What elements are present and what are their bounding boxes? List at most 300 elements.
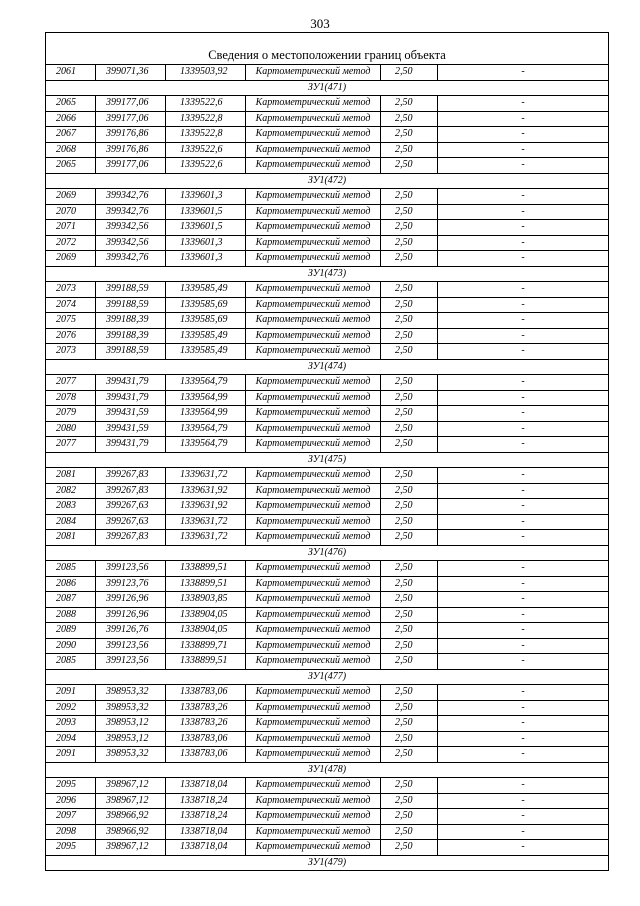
table-row [46,809,609,825]
precision-cell: 2,50 [381,297,438,313]
point-number-cell: 2061 [46,65,96,81]
method-cell: Картометрический метод [246,189,381,205]
y-coordinate-cell: 1339564,79 [166,375,246,391]
table-row [46,623,609,639]
y-coordinate-cell: 1339631,92 [166,499,246,515]
point-number-cell: 2068 [46,142,96,158]
point-number-cell: 2079 [46,406,96,422]
point-number-cell: 2094 [46,731,96,747]
y-coordinate-cell: 1339522,6 [166,142,246,158]
point-number-cell: 2080 [46,421,96,437]
description-cell: - [438,685,609,701]
table-row [46,840,609,856]
description-cell: - [438,142,609,158]
section-label: ЗУ1(473) [46,266,609,282]
description-cell: - [438,530,609,546]
section-header-row [46,669,609,685]
table-row [46,685,609,701]
method-cell: Картометрический метод [246,96,381,112]
x-coordinate-cell: 398953,12 [96,731,166,747]
precision-cell: 2,50 [381,561,438,577]
section-label: ЗУ1(476) [46,545,609,561]
y-coordinate-cell: 1339585,69 [166,297,246,313]
section-label: ЗУ1(475) [46,452,609,468]
point-number-cell: 2090 [46,638,96,654]
point-number-cell: 2069 [46,189,96,205]
precision-cell: 2,50 [381,189,438,205]
table-row [46,142,609,158]
description-cell: - [438,235,609,251]
y-coordinate-cell: 1339585,49 [166,328,246,344]
table-row [46,437,609,453]
y-coordinate-cell: 1339601,5 [166,220,246,236]
precision-cell: 2,50 [381,406,438,422]
precision-cell: 2,50 [381,235,438,251]
x-coordinate-cell: 399123,56 [96,654,166,670]
description-cell: - [438,561,609,577]
description-cell: - [438,251,609,267]
section-label: ЗУ1(477) [46,669,609,685]
precision-cell: 2,50 [381,530,438,546]
method-cell: Картометрический метод [246,313,381,329]
point-number-cell: 2086 [46,576,96,592]
x-coordinate-cell: 399123,56 [96,638,166,654]
description-cell: - [438,514,609,530]
x-coordinate-cell: 399267,83 [96,530,166,546]
precision-cell: 2,50 [381,809,438,825]
table-row [46,638,609,654]
method-cell: Картометрический метод [246,406,381,422]
section-header-row [46,266,609,282]
point-number-cell: 2096 [46,793,96,809]
x-coordinate-cell: 399342,76 [96,204,166,220]
description-cell: - [438,654,609,670]
precision-cell: 2,50 [381,747,438,763]
x-coordinate-cell: 398966,92 [96,824,166,840]
point-number-cell: 2085 [46,561,96,577]
x-coordinate-cell: 399177,06 [96,111,166,127]
x-coordinate-cell: 399126,96 [96,592,166,608]
section-label: ЗУ1(472) [46,173,609,189]
method-cell: Картометрический метод [246,514,381,530]
section-header-row [46,855,609,871]
method-cell: Картометрический метод [246,638,381,654]
precision-cell: 2,50 [381,127,438,143]
method-cell: Картометрический метод [246,499,381,515]
method-cell: Картометрический метод [246,607,381,623]
method-cell: Картометрический метод [246,716,381,732]
x-coordinate-cell: 399431,79 [96,437,166,453]
y-coordinate-cell: 1339585,69 [166,313,246,329]
precision-cell: 2,50 [381,654,438,670]
y-coordinate-cell: 1338718,24 [166,793,246,809]
point-number-cell: 2076 [46,328,96,344]
y-coordinate-cell: 1338904,05 [166,607,246,623]
point-number-cell: 2072 [46,235,96,251]
y-coordinate-cell: 1339503,92 [166,65,246,81]
method-cell: Картометрический метод [246,204,381,220]
precision-cell: 2,50 [381,483,438,499]
precision-cell: 2,50 [381,468,438,484]
description-cell: - [438,437,609,453]
section-header-row [46,545,609,561]
method-cell: Картометрический метод [246,809,381,825]
point-number-cell: 2097 [46,809,96,825]
precision-cell: 2,50 [381,111,438,127]
table-row [46,514,609,530]
point-number-cell: 2077 [46,437,96,453]
section-label: ЗУ1(474) [46,359,609,375]
description-cell: - [438,375,609,391]
description-cell: - [438,297,609,313]
method-cell: Картометрический метод [246,220,381,236]
precision-cell: 2,50 [381,592,438,608]
table-row [46,235,609,251]
point-number-cell: 2082 [46,483,96,499]
precision-cell: 2,50 [381,793,438,809]
y-coordinate-cell: 1339522,6 [166,96,246,112]
x-coordinate-cell: 399267,63 [96,514,166,530]
y-coordinate-cell: 1339601,3 [166,189,246,205]
table-row [46,328,609,344]
description-cell: - [438,793,609,809]
y-coordinate-cell: 1339522,8 [166,127,246,143]
y-coordinate-cell: 1339564,79 [166,437,246,453]
y-coordinate-cell: 1339631,92 [166,483,246,499]
method-cell: Картометрический метод [246,623,381,639]
y-coordinate-cell: 1338718,04 [166,840,246,856]
y-coordinate-cell: 1338899,51 [166,654,246,670]
x-coordinate-cell: 399123,76 [96,576,166,592]
method-cell: Картометрический метод [246,685,381,701]
y-coordinate-cell: 1338899,51 [166,561,246,577]
table-row [46,375,609,391]
point-number-cell: 2070 [46,204,96,220]
method-cell: Картометрический метод [246,747,381,763]
precision-cell: 2,50 [381,142,438,158]
table-row [46,313,609,329]
method-cell: Картометрический метод [246,840,381,856]
point-number-cell: 2073 [46,282,96,298]
y-coordinate-cell: 1339522,8 [166,111,246,127]
point-number-cell: 2069 [46,251,96,267]
precision-cell: 2,50 [381,251,438,267]
x-coordinate-cell: 399342,56 [96,220,166,236]
method-cell: Картометрический метод [246,251,381,267]
table-row [46,700,609,716]
description-cell: - [438,840,609,856]
section-label: ЗУ1(471) [46,80,609,96]
y-coordinate-cell: 1338783,06 [166,685,246,701]
point-number-cell: 2075 [46,313,96,329]
description-cell: - [438,189,609,205]
description-cell: - [438,716,609,732]
x-coordinate-cell: 399188,59 [96,282,166,298]
y-coordinate-cell: 1338718,24 [166,809,246,825]
precision-cell: 2,50 [381,375,438,391]
precision-cell: 2,50 [381,638,438,654]
table-row [46,747,609,763]
table-row [46,65,609,81]
point-number-cell: 2074 [46,297,96,313]
table-row [46,251,609,267]
y-coordinate-cell: 1339631,72 [166,468,246,484]
precision-cell: 2,50 [381,576,438,592]
description-cell: - [438,328,609,344]
point-number-cell: 2067 [46,127,96,143]
method-cell: Картометрический метод [246,142,381,158]
table-row [46,607,609,623]
section-header-row [46,173,609,189]
method-cell: Картометрический метод [246,390,381,406]
description-cell: - [438,824,609,840]
section-header-row [46,452,609,468]
precision-cell: 2,50 [381,716,438,732]
table-row [46,654,609,670]
table-row [46,592,609,608]
method-cell: Картометрический метод [246,561,381,577]
x-coordinate-cell: 399267,63 [96,499,166,515]
method-cell: Картометрический метод [246,654,381,670]
method-cell: Картометрический метод [246,576,381,592]
point-number-cell: 2098 [46,824,96,840]
table-row [46,96,609,112]
method-cell: Картометрический метод [246,483,381,499]
method-cell: Картометрический метод [246,824,381,840]
precision-cell: 2,50 [381,731,438,747]
method-cell: Картометрический метод [246,111,381,127]
y-coordinate-cell: 1338783,26 [166,700,246,716]
description-cell: - [438,111,609,127]
table-row [46,778,609,794]
description-cell: - [438,731,609,747]
x-coordinate-cell: 399188,39 [96,328,166,344]
table-row [46,390,609,406]
point-number-cell: 2066 [46,111,96,127]
precision-cell: 2,50 [381,220,438,236]
x-coordinate-cell: 399188,59 [96,297,166,313]
point-number-cell: 2093 [46,716,96,732]
y-coordinate-cell: 1338783,06 [166,731,246,747]
x-coordinate-cell: 398966,92 [96,809,166,825]
description-cell: - [438,778,609,794]
table-row [46,111,609,127]
y-coordinate-cell: 1338899,71 [166,638,246,654]
section-label: ЗУ1(478) [46,762,609,778]
description-cell: - [438,96,609,112]
x-coordinate-cell: 398967,12 [96,840,166,856]
y-coordinate-cell: 1338783,26 [166,716,246,732]
y-coordinate-cell: 1339564,99 [166,390,246,406]
section-header-row [46,762,609,778]
x-coordinate-cell: 399177,06 [96,158,166,174]
precision-cell: 2,50 [381,328,438,344]
method-cell: Картометрический метод [246,235,381,251]
precision-cell: 2,50 [381,421,438,437]
method-cell: Картометрический метод [246,65,381,81]
description-cell: - [438,158,609,174]
precision-cell: 2,50 [381,499,438,515]
page-number: 303 [310,16,330,31]
method-cell: Картометрический метод [246,127,381,143]
y-coordinate-cell: 1339564,79 [166,421,246,437]
method-cell: Картометрический метод [246,421,381,437]
table-row [46,483,609,499]
table-row [46,716,609,732]
x-coordinate-cell: 399342,76 [96,189,166,205]
precision-cell: 2,50 [381,158,438,174]
description-cell: - [438,220,609,236]
table-row [46,220,609,236]
description-cell: - [438,282,609,298]
description-cell: - [438,592,609,608]
description-cell: - [438,204,609,220]
x-coordinate-cell: 399431,59 [96,421,166,437]
x-coordinate-cell: 399188,39 [96,313,166,329]
method-cell: Картометрический метод [246,297,381,313]
x-coordinate-cell: 399342,76 [96,251,166,267]
table-row [46,158,609,174]
table-row [46,406,609,422]
method-cell: Картометрический метод [246,778,381,794]
table-row [46,189,609,205]
x-coordinate-cell: 399431,59 [96,406,166,422]
precision-cell: 2,50 [381,282,438,298]
method-cell: Картометрический метод [246,468,381,484]
boundary-table [45,32,609,871]
table-row [46,344,609,360]
precision-cell: 2,50 [381,778,438,794]
precision-cell: 2,50 [381,344,438,360]
x-coordinate-cell: 399176,86 [96,142,166,158]
point-number-cell: 2065 [46,96,96,112]
precision-cell: 2,50 [381,623,438,639]
table-row [46,793,609,809]
precision-cell: 2,50 [381,437,438,453]
method-cell: Картометрический метод [246,328,381,344]
y-coordinate-cell: 1338783,06 [166,747,246,763]
y-coordinate-cell: 1339522,6 [166,158,246,174]
y-coordinate-cell: 1339631,72 [166,530,246,546]
table-row [46,530,609,546]
method-cell: Картометрический метод [246,592,381,608]
table-row [46,468,609,484]
description-cell: - [438,127,609,143]
description-cell: - [438,65,609,81]
precision-cell: 2,50 [381,313,438,329]
x-coordinate-cell: 398967,12 [96,793,166,809]
table-row [46,421,609,437]
point-number-cell: 2088 [46,607,96,623]
x-coordinate-cell: 399177,06 [96,96,166,112]
description-cell: - [438,390,609,406]
precision-cell: 2,50 [381,685,438,701]
x-coordinate-cell: 399431,79 [96,390,166,406]
x-coordinate-cell: 398967,12 [96,778,166,794]
x-coordinate-cell: 399188,59 [96,344,166,360]
point-number-cell: 2081 [46,530,96,546]
precision-cell: 2,50 [381,514,438,530]
method-cell: Картометрический метод [246,344,381,360]
x-coordinate-cell: 399123,56 [96,561,166,577]
table-row [46,576,609,592]
x-coordinate-cell: 399176,86 [96,127,166,143]
point-number-cell: 2091 [46,685,96,701]
table-row [46,127,609,143]
table-row [46,204,609,220]
point-number-cell: 2065 [46,158,96,174]
method-cell: Картометрический метод [246,282,381,298]
description-cell: - [438,700,609,716]
point-number-cell: 2085 [46,654,96,670]
table-row [46,561,609,577]
description-cell: - [438,809,609,825]
point-number-cell: 2073 [46,344,96,360]
point-number-cell: 2095 [46,778,96,794]
precision-cell: 2,50 [381,204,438,220]
description-cell: - [438,638,609,654]
point-number-cell: 2071 [46,220,96,236]
description-cell: - [438,747,609,763]
table-title-row [46,33,609,65]
precision-cell: 2,50 [381,390,438,406]
x-coordinate-cell: 399126,96 [96,607,166,623]
method-cell: Картометрический метод [246,375,381,391]
y-coordinate-cell: 1339564,99 [166,406,246,422]
precision-cell: 2,50 [381,700,438,716]
y-coordinate-cell: 1339601,5 [166,204,246,220]
x-coordinate-cell: 399342,56 [96,235,166,251]
table-row [46,824,609,840]
y-coordinate-cell: 1338899,51 [166,576,246,592]
table-row [46,731,609,747]
description-cell: - [438,607,609,623]
x-coordinate-cell: 398953,32 [96,685,166,701]
point-number-cell: 2077 [46,375,96,391]
method-cell: Картометрический метод [246,731,381,747]
point-number-cell: 2084 [46,514,96,530]
section-header-row [46,80,609,96]
y-coordinate-cell: 1338903,85 [166,592,246,608]
point-number-cell: 2092 [46,700,96,716]
point-number-cell: 2083 [46,499,96,515]
method-cell: Картометрический метод [246,700,381,716]
precision-cell: 2,50 [381,840,438,856]
x-coordinate-cell: 398953,32 [96,747,166,763]
description-cell: - [438,406,609,422]
y-coordinate-cell: 1339631,72 [166,514,246,530]
y-coordinate-cell: 1338904,05 [166,623,246,639]
y-coordinate-cell: 1338718,04 [166,778,246,794]
x-coordinate-cell: 399126,76 [96,623,166,639]
precision-cell: 2,50 [381,607,438,623]
description-cell: - [438,576,609,592]
description-cell: - [438,483,609,499]
table-row [46,282,609,298]
description-cell: - [438,468,609,484]
x-coordinate-cell: 399267,83 [96,483,166,499]
y-coordinate-cell: 1338718,04 [166,824,246,840]
y-coordinate-cell: 1339585,49 [166,282,246,298]
section-label: ЗУ1(479) [46,855,609,871]
x-coordinate-cell: 398953,32 [96,700,166,716]
description-cell: - [438,313,609,329]
point-number-cell: 2095 [46,840,96,856]
y-coordinate-cell: 1339601,3 [166,251,246,267]
description-cell: - [438,421,609,437]
table-row [46,499,609,515]
description-cell: - [438,344,609,360]
